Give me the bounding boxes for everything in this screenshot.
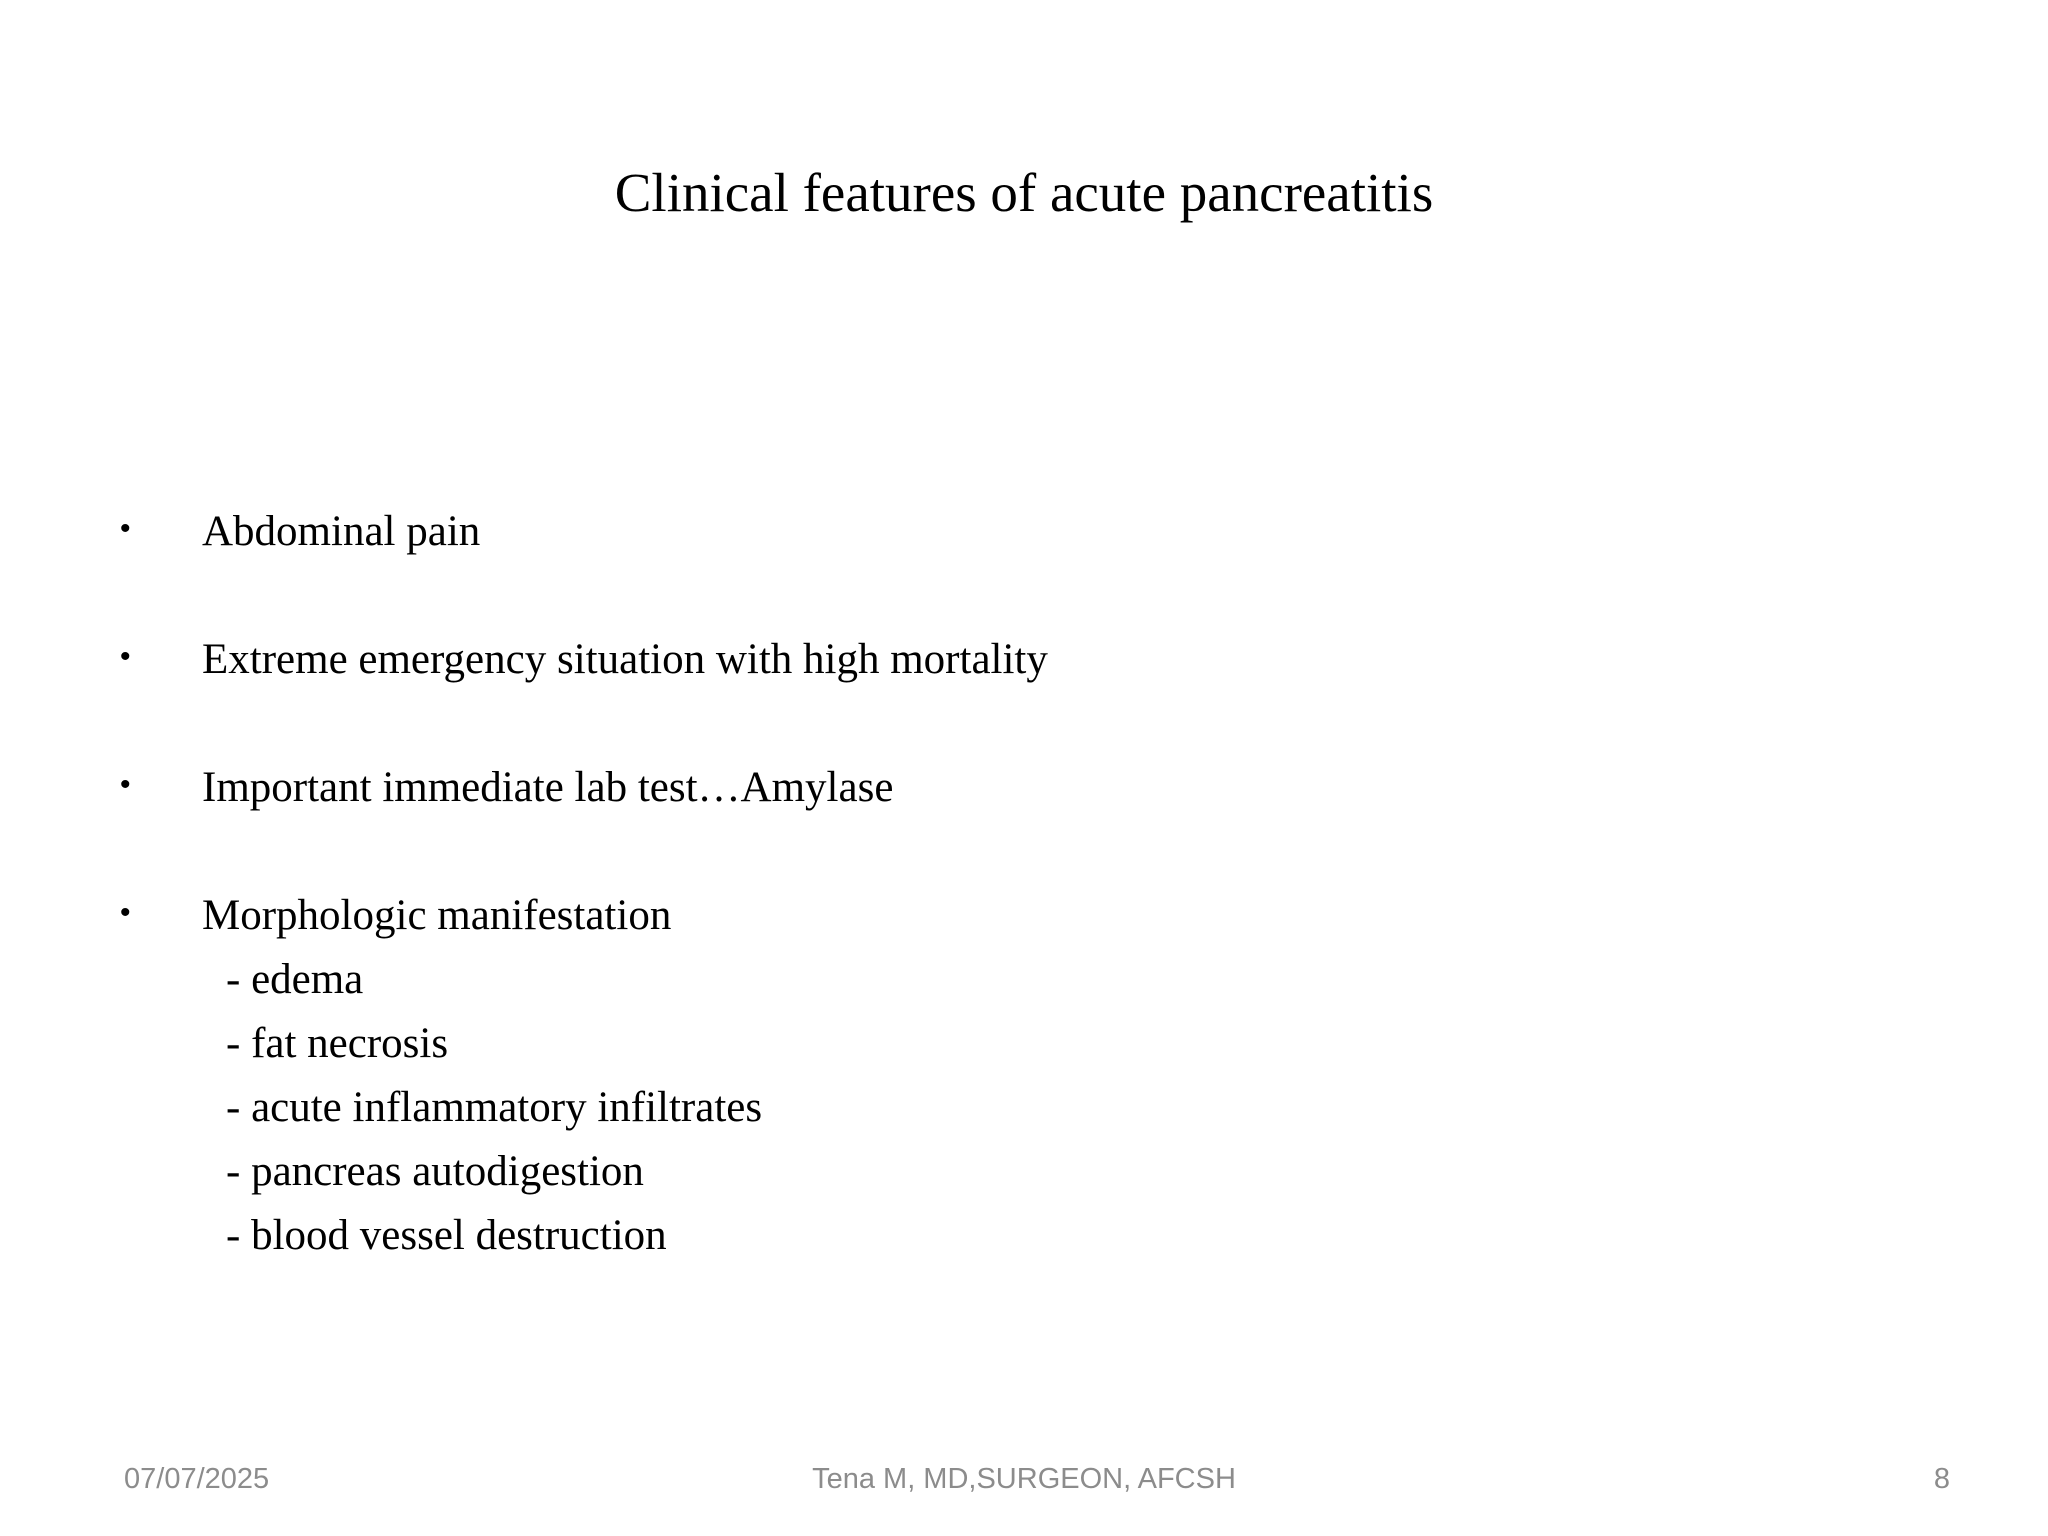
page-number: 8 xyxy=(1933,1463,1950,1495)
bullet-item xyxy=(120,628,1920,692)
bullet-text: Morphologic manifestation xyxy=(202,892,672,939)
sub-item: - pancreas autodigestion xyxy=(226,1148,644,1195)
sub-list xyxy=(202,948,1920,1268)
bullet-text: Extreme emergency situation with high mortality xyxy=(202,636,1048,683)
bullet-list xyxy=(120,500,1920,1268)
bullet-text: Abdominal pain xyxy=(202,508,481,555)
sub-item: - acute inflammatory infiltrates xyxy=(226,1084,763,1131)
bullet-item xyxy=(120,756,1920,820)
bullet-dot-icon: • xyxy=(120,896,131,929)
slide-title: Clinical features of acute pancreatitis xyxy=(614,162,1434,223)
bullet-dot-icon: • xyxy=(120,768,131,801)
footer-date: 07/07/2025 xyxy=(124,1463,270,1495)
footer-author: Tena M, MD,SURGEON, AFCSH xyxy=(812,1463,1236,1495)
bullet-dot-icon: • xyxy=(120,512,131,545)
sub-item: - fat necrosis xyxy=(226,1020,449,1067)
sub-item: - blood vessel destruction xyxy=(226,1212,667,1259)
bullet-item xyxy=(120,500,1920,564)
bullet-text: Important immediate lab test…Amylase xyxy=(202,764,894,811)
sub-item: - edema xyxy=(226,956,364,1003)
bullet-dot-icon: • xyxy=(120,640,131,673)
bullet-item xyxy=(120,884,1920,1268)
